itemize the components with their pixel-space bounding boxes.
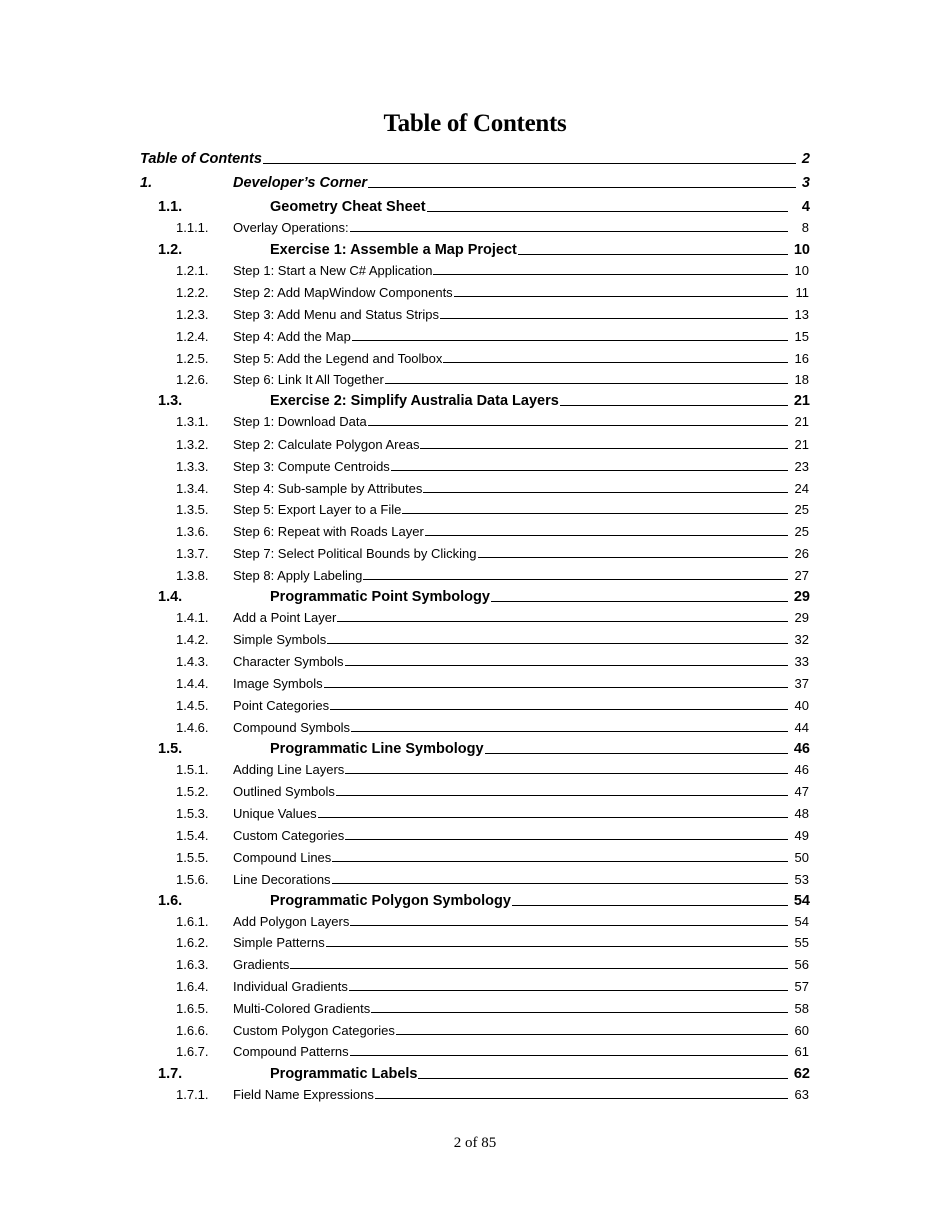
toc-entry-page: 47 bbox=[794, 784, 809, 799]
toc-entry[interactable] bbox=[0, 329, 950, 349]
toc-entry-title-wrap bbox=[270, 589, 788, 605]
toc-entry-number: 1.6.1. bbox=[176, 914, 209, 929]
toc-entry[interactable] bbox=[0, 589, 950, 609]
toc-leader-line bbox=[485, 753, 788, 754]
toc-entry-title-wrap bbox=[233, 720, 788, 735]
toc-entry-title-wrap bbox=[233, 1001, 788, 1016]
toc-entry-page: 29 bbox=[793, 589, 810, 605]
toc-entry-title-wrap bbox=[233, 285, 788, 300]
toc-leader-line bbox=[263, 163, 796, 164]
toc-entry-page: 25 bbox=[794, 502, 809, 517]
toc-entry-page: 54 bbox=[793, 893, 810, 909]
toc-entry[interactable] bbox=[0, 393, 950, 413]
toc-entry-title: Point Categories bbox=[233, 698, 330, 713]
toc-entry-page: 21 bbox=[794, 437, 809, 452]
toc-entry[interactable] bbox=[0, 175, 950, 197]
toc-entry-title: Individual Gradients bbox=[233, 979, 348, 994]
toc-entry-page: 53 bbox=[794, 872, 809, 887]
toc-entry-number: 1.2.5. bbox=[176, 351, 209, 366]
toc-entry[interactable] bbox=[0, 828, 950, 848]
toc-entry-page: 63 bbox=[794, 1087, 809, 1102]
toc-entry-page: 4 bbox=[801, 199, 810, 215]
toc-entry-title: Custom Polygon Categories bbox=[233, 1023, 395, 1038]
toc-entry-page: 13 bbox=[794, 307, 809, 322]
toc-entry-page: 16 bbox=[794, 351, 809, 366]
toc-entry[interactable] bbox=[0, 935, 950, 955]
toc-entry-page: 46 bbox=[794, 762, 809, 777]
toc-leader-line bbox=[560, 405, 788, 406]
toc-leader-line bbox=[375, 1098, 788, 1099]
toc-entry-title: Exercise 1: Assemble a Map Project bbox=[270, 242, 517, 258]
toc-entry-page: 18 bbox=[794, 372, 809, 387]
toc-leader-line bbox=[351, 731, 788, 732]
toc-entry-title-wrap bbox=[233, 1023, 788, 1038]
toc-entry-number: 1.5.5. bbox=[176, 850, 209, 865]
toc-leader-line bbox=[363, 579, 788, 580]
toc-leader-line bbox=[423, 492, 788, 493]
toc-entry-title-wrap bbox=[270, 1066, 788, 1082]
toc-entry[interactable] bbox=[0, 568, 950, 588]
toc-entry-title: Gradients bbox=[233, 957, 290, 972]
toc-entry-title-wrap bbox=[233, 828, 788, 843]
toc-leader-line bbox=[345, 773, 788, 774]
toc-entry[interactable] bbox=[0, 632, 950, 652]
toc-entry[interactable] bbox=[0, 893, 950, 913]
toc-entry-title-wrap bbox=[270, 242, 788, 258]
toc-entry[interactable] bbox=[0, 546, 950, 566]
toc-entry-title: Step 6: Repeat with Roads Layer bbox=[233, 524, 424, 539]
toc-entry-title: Custom Categories bbox=[233, 828, 345, 843]
toc-entry[interactable] bbox=[0, 850, 950, 870]
toc-entry-title-wrap bbox=[233, 263, 788, 278]
toc-entry-title: Add Polygon Layers bbox=[233, 914, 350, 929]
toc-entry[interactable] bbox=[0, 437, 950, 457]
toc-entry-page: 58 bbox=[794, 1001, 809, 1016]
toc-entry-number: 1.6.5. bbox=[176, 1001, 209, 1016]
toc-entry-number: 1.5.2. bbox=[176, 784, 209, 799]
toc-entry-title-wrap bbox=[233, 850, 788, 865]
toc-entry-number: 1.6.6. bbox=[176, 1023, 209, 1038]
toc-leader-line bbox=[345, 839, 788, 840]
toc-entry[interactable] bbox=[0, 806, 950, 826]
toc-entry-title-wrap bbox=[233, 437, 788, 452]
toc-entry-title: Step 5: Export Layer to a File bbox=[233, 502, 402, 517]
toc-entry-number: 1.1.1. bbox=[176, 220, 209, 235]
toc-leader-line bbox=[420, 448, 788, 449]
toc-entry-title: Unique Values bbox=[233, 806, 317, 821]
toc-entry-title: Geometry Cheat Sheet bbox=[270, 199, 426, 215]
toc-entry-title-wrap bbox=[233, 329, 788, 344]
toc-entry[interactable] bbox=[0, 351, 950, 371]
toc-entry-title: Programmatic Point Symbology bbox=[270, 589, 490, 605]
toc-entry-title-wrap bbox=[233, 524, 788, 539]
toc-entry[interactable] bbox=[0, 741, 950, 761]
toc-entry-page: 50 bbox=[794, 850, 809, 865]
toc-entry-page: 40 bbox=[794, 698, 809, 713]
toc-entry-title-wrap bbox=[233, 914, 788, 929]
toc-entry-title: Simple Symbols bbox=[233, 632, 327, 647]
toc-entry-number: 1.6.7. bbox=[176, 1044, 209, 1059]
toc-entry[interactable] bbox=[0, 524, 950, 544]
toc-entry-title-wrap bbox=[233, 784, 788, 799]
toc-entry-page: 49 bbox=[794, 828, 809, 843]
toc-entry-number: 1.1. bbox=[158, 199, 183, 215]
toc-entry-number: 1.3.3. bbox=[176, 459, 209, 474]
toc-entry-number: 1.5.1. bbox=[176, 762, 209, 777]
toc-entry-title-wrap bbox=[233, 654, 788, 669]
toc-entry-title: Table of Contents bbox=[140, 151, 262, 167]
toc-leader-line bbox=[336, 795, 788, 796]
toc-leader-line bbox=[440, 318, 788, 319]
toc-leader-line bbox=[332, 883, 788, 884]
toc-entry[interactable] bbox=[0, 481, 950, 501]
toc-entry-title: Step 4: Sub-sample by Attributes bbox=[233, 481, 423, 496]
toc-entry-title: Developer’s Corner bbox=[233, 175, 368, 191]
toc-entry-number: 1.5.4. bbox=[176, 828, 209, 843]
toc-entry[interactable] bbox=[0, 502, 950, 522]
toc-entry-page: 2 bbox=[801, 151, 810, 167]
toc-entry-number: 1.3.7. bbox=[176, 546, 209, 561]
toc-entry-title: Step 4: Add the Map bbox=[233, 329, 351, 344]
toc-entry[interactable] bbox=[0, 372, 950, 392]
toc-entry-title: Character Symbols bbox=[233, 654, 344, 669]
toc-entry-title: Field Name Expressions bbox=[233, 1087, 374, 1102]
toc-leader-line bbox=[433, 274, 788, 275]
toc-leader-line bbox=[349, 990, 788, 991]
toc-entry-number: 1.6.4. bbox=[176, 979, 209, 994]
page-number-footer: 2 of 85 bbox=[453, 1135, 497, 1151]
toc-leader-line bbox=[352, 340, 788, 341]
toc-entry[interactable] bbox=[0, 1023, 950, 1043]
toc-entry-page: 55 bbox=[794, 935, 809, 950]
toc-entry-number: 1.3.2. bbox=[176, 437, 209, 452]
toc-leader-line bbox=[427, 211, 788, 212]
toc-entry[interactable] bbox=[0, 199, 950, 219]
toc-entry-number: 1.3.6. bbox=[176, 524, 209, 539]
toc-entry-page: 8 bbox=[801, 220, 809, 235]
toc-entry-title: Programmatic Line Symbology bbox=[270, 741, 484, 757]
toc-entry-title-wrap bbox=[233, 351, 788, 366]
toc-entry-title: Add a Point Layer bbox=[233, 610, 337, 625]
toc-entry-number: 1.6. bbox=[158, 893, 183, 909]
toc-entry[interactable] bbox=[0, 263, 950, 283]
toc-entry-title-wrap bbox=[233, 957, 788, 972]
toc-entry[interactable] bbox=[0, 242, 950, 262]
toc-entry-title: Step 1: Download Data bbox=[233, 414, 367, 429]
toc-entry-title-wrap bbox=[233, 568, 788, 583]
toc-entry[interactable] bbox=[0, 698, 950, 718]
toc-entry-title: Adding Line Layers bbox=[233, 762, 345, 777]
toc-entry[interactable] bbox=[0, 784, 950, 804]
toc-entry-number: 1.2.1. bbox=[176, 263, 209, 278]
toc-leader-line bbox=[478, 557, 788, 558]
toc-leader-line bbox=[512, 905, 788, 906]
toc-entry-title: Step 3: Compute Centroids bbox=[233, 459, 390, 474]
toc-leader-line bbox=[332, 861, 788, 862]
toc-leader-line bbox=[418, 1078, 788, 1079]
toc-entry-page: 60 bbox=[794, 1023, 809, 1038]
toc-entry-title-wrap bbox=[233, 762, 788, 777]
toc-entry-title-wrap bbox=[233, 1087, 788, 1102]
toc-entry[interactable] bbox=[0, 720, 950, 740]
toc-entry[interactable] bbox=[0, 220, 950, 240]
toc-leader-line bbox=[345, 665, 788, 666]
toc-entry-number: 1.4.5. bbox=[176, 698, 209, 713]
toc-entry-title-wrap bbox=[233, 459, 788, 474]
toc-leader-line bbox=[402, 513, 788, 514]
toc-entry-title: Image Symbols bbox=[233, 676, 323, 691]
toc-entry[interactable] bbox=[0, 610, 950, 630]
toc-entry-number: 1.2.4. bbox=[176, 329, 209, 344]
toc-entry-page: 62 bbox=[793, 1066, 810, 1082]
toc-entry-number: 1.2. bbox=[158, 242, 183, 258]
toc-entry-number: 1.3.4. bbox=[176, 481, 209, 496]
toc-leader-line bbox=[350, 1055, 788, 1056]
toc-entry[interactable] bbox=[0, 957, 950, 977]
toc-leader-line bbox=[443, 362, 788, 363]
toc-entry[interactable] bbox=[0, 979, 950, 999]
toc-entry-title-wrap bbox=[233, 307, 788, 322]
toc-entry-page: 32 bbox=[794, 632, 809, 647]
toc-entry-title-wrap bbox=[233, 632, 788, 647]
toc-entry-number: 1.3.1. bbox=[176, 414, 209, 429]
toc-entry-title: Step 8: Apply Labeling bbox=[233, 568, 363, 583]
toc-entry[interactable] bbox=[0, 654, 950, 674]
toc-leader-line bbox=[327, 643, 788, 644]
toc-entry-title-wrap bbox=[233, 372, 788, 387]
toc-entry-title: Programmatic Polygon Symbology bbox=[270, 893, 511, 909]
toc-leader-line bbox=[371, 1012, 788, 1013]
toc-entry-number: 1.5.6. bbox=[176, 872, 209, 887]
toc-entry-number: 1.3.5. bbox=[176, 502, 209, 517]
toc-entry-title-wrap bbox=[233, 872, 788, 887]
toc-leader-line bbox=[491, 601, 788, 602]
toc-entry-title: Programmatic Labels bbox=[270, 1066, 418, 1082]
toc-entry-page: 21 bbox=[794, 414, 809, 429]
toc-leader-line bbox=[385, 383, 788, 384]
toc-leader-line bbox=[290, 968, 788, 969]
toc-entry-number: 1.3.8. bbox=[176, 568, 209, 583]
toc-entry[interactable] bbox=[0, 459, 950, 479]
toc-entry-number: 1.2.2. bbox=[176, 285, 209, 300]
toc-entry-title-wrap bbox=[233, 698, 788, 713]
toc-entry-page: 24 bbox=[794, 481, 809, 496]
toc-entry-title: Multi-Colored Gradients bbox=[233, 1001, 371, 1016]
toc-entry-title-wrap bbox=[233, 806, 788, 821]
toc-entry-number: 1.4.6. bbox=[176, 720, 209, 735]
toc-leader-line bbox=[396, 1034, 788, 1035]
toc-entry-page: 44 bbox=[794, 720, 809, 735]
toc-entry-title-wrap bbox=[233, 979, 788, 994]
toc-entry-page: 23 bbox=[794, 459, 809, 474]
toc-entry-title-wrap bbox=[233, 935, 788, 950]
toc-entry-page: 15 bbox=[794, 329, 809, 344]
toc-entry-title-wrap bbox=[233, 175, 796, 191]
toc-entry-page: 37 bbox=[794, 676, 809, 691]
toc-entry-title: Step 1: Start a New C# Application bbox=[233, 263, 433, 278]
toc-entry-number: 1.6.2. bbox=[176, 935, 209, 950]
toc-entry-page: 46 bbox=[793, 741, 810, 757]
toc-entry-title: Compound Lines bbox=[233, 850, 332, 865]
toc-entry-title-wrap bbox=[270, 741, 788, 757]
toc-entry-title: Step 2: Calculate Polygon Areas bbox=[233, 437, 420, 452]
toc-entry-title: Compound Symbols bbox=[233, 720, 351, 735]
toc-entry[interactable] bbox=[0, 1044, 950, 1064]
toc-entry-title: Line Decorations bbox=[233, 872, 331, 887]
toc-entry[interactable] bbox=[0, 414, 950, 434]
toc-entry-title-wrap bbox=[270, 393, 788, 409]
toc-entry-number: 1.4.3. bbox=[176, 654, 209, 669]
toc-leader-line bbox=[350, 925, 788, 926]
toc-entry[interactable] bbox=[0, 1087, 950, 1107]
toc-entry-title: Step 5: Add the Legend and Toolbox bbox=[233, 351, 443, 366]
toc-entry-number: 1. bbox=[140, 175, 153, 191]
toc-leader-line bbox=[454, 296, 788, 297]
toc-leader-line bbox=[350, 231, 788, 232]
toc-entry-page: 29 bbox=[794, 610, 809, 625]
toc-entry-page: 48 bbox=[794, 806, 809, 821]
toc-entry-title-wrap bbox=[140, 151, 796, 167]
page-title: Table of Contents bbox=[383, 110, 567, 137]
toc-leader-line bbox=[518, 254, 788, 255]
toc-entry[interactable] bbox=[0, 872, 950, 892]
toc-entry-title-wrap bbox=[233, 220, 788, 235]
toc-entry-page: 61 bbox=[794, 1044, 809, 1059]
toc-entry-number: 1.4. bbox=[158, 589, 183, 605]
toc-entry[interactable] bbox=[0, 151, 950, 173]
toc-entry-page: 10 bbox=[794, 263, 809, 278]
toc-entry[interactable] bbox=[0, 285, 950, 305]
toc-leader-line bbox=[425, 535, 788, 536]
toc-entry-title: Exercise 2: Simplify Australia Data Layers bbox=[270, 393, 559, 409]
toc-entry[interactable] bbox=[0, 762, 950, 782]
toc-leader-line bbox=[324, 687, 788, 688]
toc-entry-number: 1.7. bbox=[158, 1066, 183, 1082]
toc-entry-page: 54 bbox=[794, 914, 809, 929]
toc-entry-title-wrap bbox=[233, 546, 788, 561]
toc-leader-line bbox=[318, 817, 788, 818]
toc-entry-number: 1.6.3. bbox=[176, 957, 209, 972]
toc-entry-title: Step 3: Add Menu and Status Strips bbox=[233, 307, 439, 322]
toc-entry[interactable] bbox=[0, 676, 950, 696]
toc-entry-title: Step 7: Select Political Bounds by Clicking bbox=[233, 546, 477, 561]
toc-entry-page: 21 bbox=[793, 393, 810, 409]
toc-entry-title: Overlay Operations: bbox=[233, 220, 349, 235]
toc-entry-page: 25 bbox=[794, 524, 809, 539]
toc-entry-page: 3 bbox=[801, 175, 810, 191]
toc-entry-number: 1.4.1. bbox=[176, 610, 209, 625]
toc-leader-line bbox=[368, 187, 796, 188]
toc-entry-number: 1.4.2. bbox=[176, 632, 209, 647]
toc-entry[interactable] bbox=[0, 1066, 950, 1086]
toc-entry-title: Compound Patterns bbox=[233, 1044, 349, 1059]
toc-entry-number: 1.3. bbox=[158, 393, 183, 409]
toc-leader-line bbox=[337, 621, 788, 622]
toc-entry-title-wrap bbox=[233, 610, 788, 625]
toc-entry-page: 10 bbox=[793, 242, 810, 258]
toc-entry-number: 1.5. bbox=[158, 741, 183, 757]
toc-entry-page: 11 bbox=[795, 285, 809, 300]
toc-entry-title-wrap bbox=[270, 199, 788, 215]
toc-entry-title-wrap bbox=[233, 502, 788, 517]
toc-entry-title: Step 2: Add MapWindow Components bbox=[233, 285, 453, 300]
toc-entry-title: Simple Patterns bbox=[233, 935, 325, 950]
toc-leader-line bbox=[330, 709, 788, 710]
toc-entry-page: 57 bbox=[794, 979, 809, 994]
toc-entry-page: 56 bbox=[794, 957, 809, 972]
toc-entry-title-wrap bbox=[233, 676, 788, 691]
toc-entry[interactable] bbox=[0, 914, 950, 934]
toc-entry-title: Outlined Symbols bbox=[233, 784, 335, 799]
toc-entry[interactable] bbox=[0, 307, 950, 327]
toc-leader-line bbox=[326, 946, 788, 947]
toc-entry-number: 1.2.6. bbox=[176, 372, 209, 387]
toc-entry[interactable] bbox=[0, 1001, 950, 1021]
toc-entry-number: 1.4.4. bbox=[176, 676, 209, 691]
toc-entry-title-wrap bbox=[233, 1044, 788, 1059]
toc-entry-number: 1.5.3. bbox=[176, 806, 209, 821]
toc-leader-line bbox=[368, 425, 788, 426]
toc-entry-page: 26 bbox=[794, 546, 809, 561]
toc-entry-page: 27 bbox=[794, 568, 809, 583]
toc-entry-number: 1.7.1. bbox=[176, 1087, 209, 1102]
toc-entry-title-wrap bbox=[233, 481, 788, 496]
toc-entry-title-wrap bbox=[233, 414, 788, 429]
toc-entry-number: 1.2.3. bbox=[176, 307, 209, 322]
toc-entry-title: Step 6: Link It All Together bbox=[233, 372, 384, 387]
toc-entry-title-wrap bbox=[270, 893, 788, 909]
toc-entry-page: 33 bbox=[794, 654, 809, 669]
toc-leader-line bbox=[391, 470, 788, 471]
